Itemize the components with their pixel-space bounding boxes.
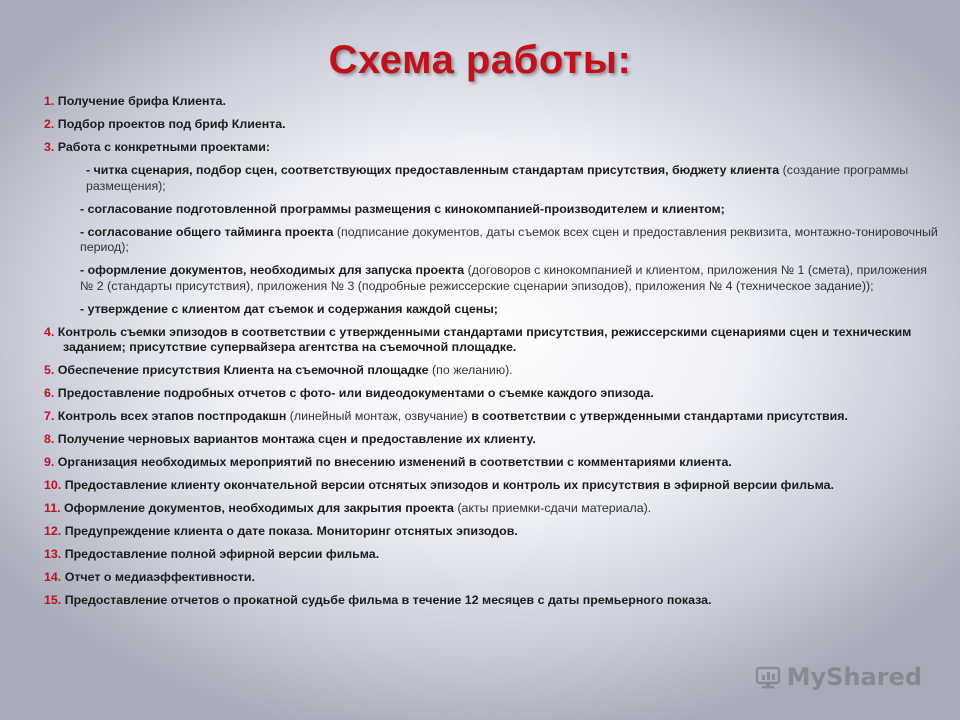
page-title: Схема работы: [328, 38, 632, 82]
sub-item-2 [44, 202, 939, 218]
sub-item-text: - согласование подготовленной программы размещения с кинокомпанией-производителем и клиентом; [80, 201, 725, 216]
item-text: Получение черновых вариантов монтажа сцен и предоставление их клиенту. [57, 432, 536, 447]
item-text: Обеспечение присутствия Клиента на съемочной площадке [57, 363, 429, 378]
item-note: (по желанию). [428, 363, 513, 378]
item-number: 1. [44, 94, 55, 108]
item-text: Организация необходимых мероприятий по внесению изменений в соответствии с комментариями клиента. [57, 455, 732, 470]
item-number: 4. [44, 324, 55, 339]
myshared-watermark[interactable] [755, 660, 922, 694]
list-item-4 [44, 325, 939, 356]
item-number: 3. [44, 139, 55, 154]
item-text-continued: в соответствии с утвержденными стандартами присутствия. [471, 409, 848, 424]
item-number: 12. [44, 524, 62, 539]
item-text: Предоставление отчетов о прокатной судьбе фильма в течение 12 месяцев с даты премьерного показа. [64, 593, 712, 608]
item-text: Подбор проектов под бриф Клиента. [57, 116, 286, 131]
sub-item-note: (создание программы размещения); [86, 162, 909, 193]
list-item-1 [44, 94, 939, 110]
sub-item-note: (подписание документов, даты съемок всех сцен и предоставления реквизита, монтажно-тонировочный период); [80, 224, 938, 255]
watermark-text: MyShared [786, 663, 922, 691]
sub-item-note: (договоров с кинокомпанией и клиентом, приложения № 1 (смета), приложения № 2 (стандарты присутствия), приложения № 3 (подробные режиссерские сценарии эпизодов), приложения № 4 (техническое задание)); [80, 263, 927, 293]
item-text: Предоставление клиенту окончательной версии отснятых эпизодов и контроль их присутствия в эфирной версии фильма. [64, 478, 834, 493]
item-text: Отчет о медиаэффективности. [64, 570, 255, 585]
item-text: Контроль всех этапов постпродакшн [57, 409, 287, 424]
sub-item-text: - читка сценария, подбор сцен, соответствующих предоставленным стандартам присутствия, бюджету клиента [86, 162, 780, 177]
list-item-3 [44, 140, 939, 156]
item-note: (линейный монтаж, озвучание) [286, 409, 472, 424]
sub-item-4 [44, 263, 939, 294]
item-text: Контроль съемки эпизодов в соответствии с утвержденными стандартами присутствия, режиссерскими сценариями сцен и техническим заданием; присутствие супервайзера агентства на съемочной площадке. [57, 324, 912, 355]
myshared-logo-icon [755, 664, 781, 690]
item-text: Предоставление подробных отчетов с фото- или видеодокументами о съемке каждого эпизода. [57, 386, 654, 401]
item-text: Оформление документов, необходимых для закрытия проекта [64, 501, 454, 516]
item-number: 9. [44, 455, 55, 470]
list-item-9 [44, 455, 939, 471]
list-item-11 [44, 501, 939, 517]
item-text: Предупреждение клиента о дате показа. Мониторинг отснятых эпизодов. [64, 524, 518, 539]
item-number: 2. [44, 116, 55, 131]
list-item-5 [44, 363, 939, 379]
list-item-6 [44, 386, 939, 402]
item-text: Получение брифа Клиента. [57, 94, 226, 108]
item-number: 14. [44, 570, 62, 585]
item-note: (акты приемки-сдачи материала). [453, 501, 652, 516]
item-number: 7. [44, 409, 55, 424]
list-item-15 [44, 593, 939, 609]
list-item-7 [44, 409, 939, 425]
item-text: Предоставление полной эфирной версии фильма. [64, 547, 380, 562]
sub-item-text: - оформление документов, необходимых для запуска проекта [80, 263, 465, 278]
item-number: 5. [44, 363, 55, 378]
item-text: Работа с конкретными проектами: [57, 139, 270, 154]
item-number: 8. [44, 432, 55, 447]
scheme-list [44, 94, 939, 616]
list-item-10 [44, 478, 939, 494]
list-item-8 [44, 432, 939, 448]
item-number: 11. [44, 501, 61, 516]
list-item-13 [44, 547, 939, 563]
sub-item-text: - утверждение с клиентом дат съемок и содержания каждой сцены; [80, 301, 498, 316]
list-item-2 [44, 117, 939, 133]
sub-item-5 [44, 302, 939, 318]
item-number: 13. [44, 547, 62, 562]
item-number: 10. [44, 478, 62, 493]
list-item-12 [44, 524, 939, 540]
item-number: 6. [44, 386, 55, 401]
sub-item-text: - согласование общего тайминга проекта [80, 224, 334, 239]
list-item-14 [44, 570, 939, 586]
sub-item-1 [44, 163, 939, 194]
sub-item-3 [44, 225, 939, 256]
item-number: 15. [44, 593, 62, 608]
